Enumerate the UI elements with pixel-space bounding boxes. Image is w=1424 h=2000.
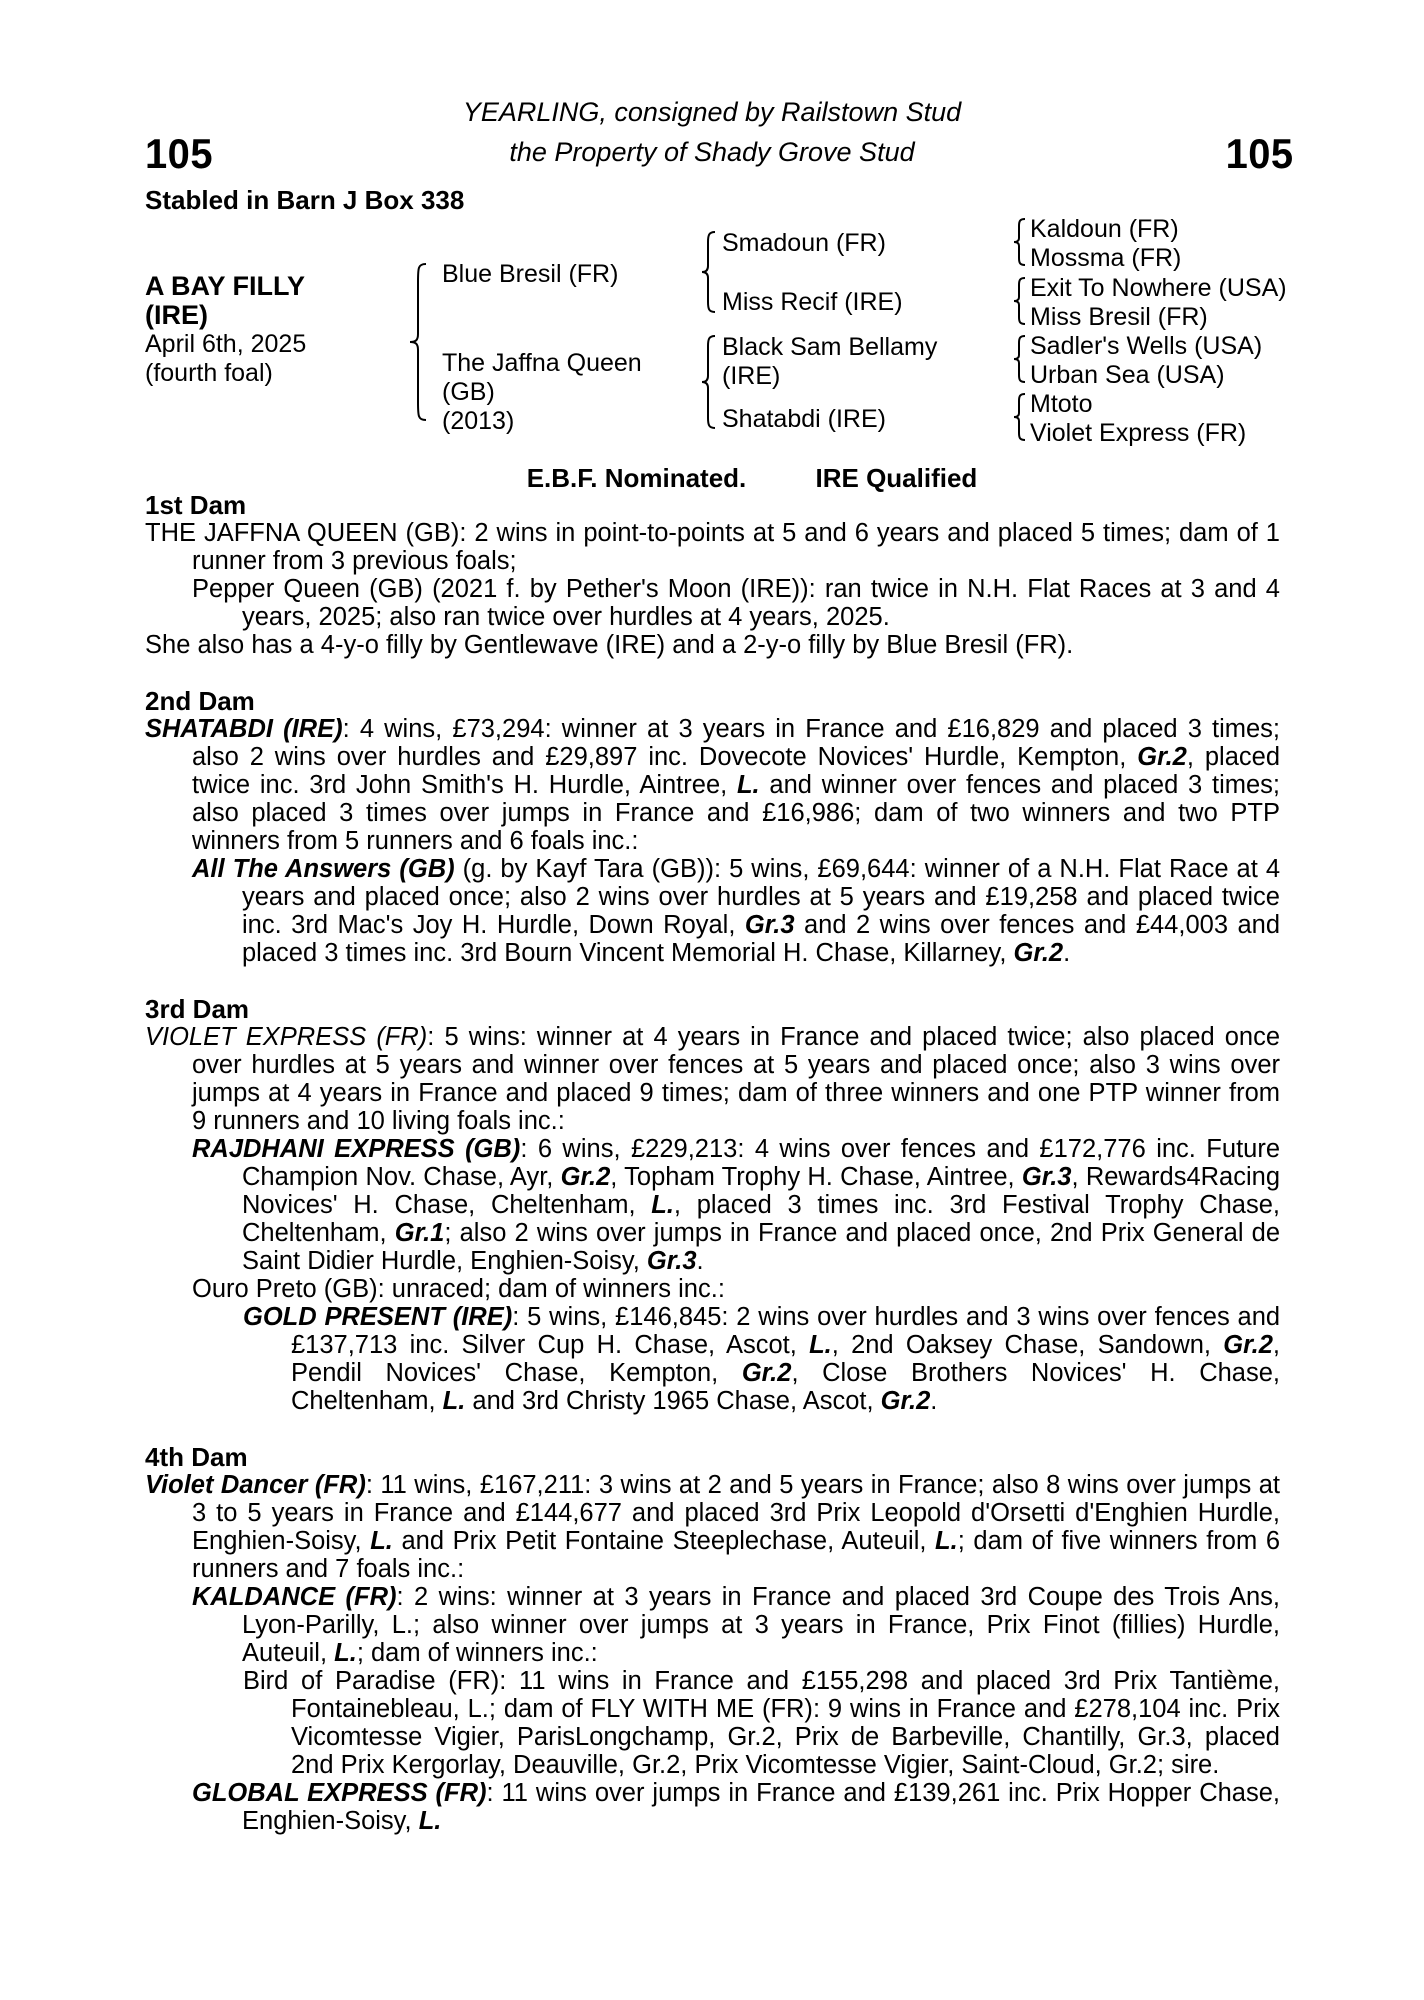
emphasis-text: 2 wins	[514, 1219, 588, 1247]
body-text: , 2nd Oaksey Chase, Sandown,	[831, 1331, 1224, 1359]
emphasis-text: 3 wins	[1145, 1051, 1221, 1079]
body-text: of a N.H. Flat Race at 4 years and placed once; also	[242, 855, 1281, 911]
body-text: at 4 years in France and placed twice; also placed once over hurdles at 5 years and	[192, 1023, 1281, 1079]
gg-violet-express: Violet Express (FR)	[1030, 419, 1247, 447]
produce-record	[145, 1135, 1280, 1275]
emphasis-text: winners	[583, 1275, 672, 1303]
body-text: ; sire.	[1156, 1751, 1220, 1779]
dam-sire-country: (IRE)	[722, 362, 781, 390]
emphasis-text: FLY WITH ME (FR)	[590, 1695, 813, 1723]
emphasis-text: Gr.3	[1137, 1723, 1186, 1751]
emphasis-text: five winners	[1061, 1527, 1198, 1555]
emphasis-text: winner	[924, 855, 1000, 883]
horse-country: (IRE)	[145, 300, 208, 330]
body-text: at 3 years in France and placed 3rd Coupe des Trois Ans, Lyon-Parilly,	[242, 1583, 1281, 1639]
body-text: , placed twice inc. 3rd John Smith's H. Hurdle, Aintree,	[192, 743, 1280, 799]
emphasis-text: L.	[442, 1387, 466, 1415]
pedigree-brace-gg4	[1012, 392, 1028, 442]
emphasis-text: Gr.2	[1013, 939, 1064, 967]
body-text: :	[427, 1023, 445, 1051]
horse-description	[145, 272, 306, 388]
sire-dam: Miss Recif (IRE)	[722, 288, 903, 316]
pedigree-brace-sire	[700, 230, 720, 314]
produce-record	[145, 1667, 1280, 1779]
pedigree-brace-gg3	[1012, 334, 1028, 384]
consignor-line: YEARLING, consigned by Railstown Stud	[462, 97, 962, 127]
section-title: 1st Dam	[145, 490, 247, 520]
emphasis-text: 2 wins	[856, 911, 931, 939]
body-text: :	[365, 1471, 381, 1499]
emphasis-text: 3 wins	[1016, 1303, 1090, 1331]
dam-record	[145, 715, 1280, 855]
stabling-info: Stabled in Barn J Box 338	[145, 185, 465, 215]
body-text: inc.:	[671, 1275, 725, 1303]
emphasis-text: two winners	[970, 799, 1111, 827]
dam-sire	[722, 333, 937, 391]
emphasis-text: All The Answers (GB)	[192, 855, 455, 883]
emphasis-text: 6 wins	[537, 1135, 614, 1163]
body-text: ; also	[413, 1611, 492, 1639]
emphasis-text: Violet Dancer (FR)	[145, 1471, 366, 1499]
dam-name	[442, 349, 642, 436]
gg-exit-to-nowhere: Exit To Nowhere (USA)	[1030, 274, 1287, 302]
section-title: 3rd Dam	[145, 994, 250, 1024]
gg-kaldoun: Kaldoun (FR)	[1030, 215, 1179, 243]
emphasis-text: L.	[391, 1611, 414, 1639]
emphasis-text: KALDANCE (FR)	[192, 1583, 397, 1611]
body-text: and Prix Petit Fontaine Steeplechase, Auteuil,	[392, 1527, 936, 1555]
emphasis-text: Gr.3	[646, 1247, 697, 1275]
produce-record	[145, 1779, 1280, 1835]
emphasis-text: winner	[523, 1051, 600, 1079]
emphasis-text: winner	[821, 771, 897, 799]
body-text: over jumps at 3 years in France, Prix Finot (fillies) Hurdle, Auteuil,	[242, 1611, 1280, 1667]
dam-dam: Shatabdi (IRE)	[722, 405, 886, 433]
emphasis-text: 11 wins	[380, 1471, 466, 1499]
body-text: Ouro Preto (GB): unraced; dam of	[192, 1275, 584, 1303]
property-line: the Property of Shady Grove Stud	[509, 137, 915, 167]
emphasis-text: Gr.2	[560, 1163, 611, 1191]
body-text: , placed 3 times inc. 3rd Festival Trophy Chase, Cheltenham,	[242, 1191, 1281, 1247]
body-text: , Topham Trophy H. Chase, Aintree,	[610, 1163, 1022, 1191]
body-text: , Rewards4Racing Novices' H. Chase, Cheltenham,	[242, 1163, 1280, 1219]
emphasis-text: L.	[370, 1527, 393, 1555]
emphasis-text: 2 wins	[575, 883, 650, 911]
emphasis-text: RAJDHANI EXPRESS (GB)	[192, 1135, 521, 1163]
emphasis-text: winner	[491, 1611, 567, 1639]
body-text: over jumps at 3 to 5 years in France and £144,677 and placed 3rd Prix Leopold d'Orsetti d'Enghien Hurdle, Enghien-Soisy,	[192, 1471, 1281, 1555]
emphasis-text: L.	[809, 1331, 832, 1359]
body-text: at 2 and 5 years in France; also	[671, 1471, 1047, 1499]
emphasis-text: winner	[507, 1583, 583, 1611]
body-text: , £229,213:	[613, 1135, 755, 1163]
dam-record: THE JAFFNA QUEEN (GB): 2 wins in point-to-points at 5 and 6 years and placed 5 times; dam of 1 runner from 3 previous foals;	[145, 519, 1280, 575]
emphasis-text: 2 wins	[736, 1303, 810, 1331]
section-3rd-dam	[145, 995, 1280, 1415]
dam-record	[145, 1023, 1280, 1135]
emphasis-text: Gr.3	[744, 911, 795, 939]
body-text: :	[519, 1023, 537, 1051]
sire-sire: Smadoun (FR)	[722, 229, 886, 257]
emphasis-text: 11 wins	[519, 1667, 610, 1695]
body-text: inc.:	[543, 1639, 598, 1667]
emphasis-text: 5 wins	[527, 1303, 601, 1331]
dam-name-line1: The Jaffna Queen	[442, 349, 642, 377]
foal-note: (fourth foal)	[145, 359, 273, 387]
body-text: , Prix Vicomtesse Vigier, Saint-Cloud,	[680, 1751, 1109, 1779]
body-text: ; dam of	[356, 1639, 457, 1667]
body-text: (g. by Kayf Tara (GB)):	[454, 855, 730, 883]
ire-qualified: IRE Qualified	[815, 463, 978, 493]
sire-name: Blue Bresil (FR)	[442, 260, 619, 288]
body-text: :	[512, 1303, 528, 1331]
produce-record: Pepper Queen (GB) (2021 f. by Pether's Moon (IRE)): ran twice in N.H. Flat Races at 3 and 4 years, 2025; also ran twice over hurdles at 4 years, 2025.	[192, 575, 1280, 631]
body-text: , £146,845:	[600, 1303, 737, 1331]
body-text: over jumps at 4 years in France and placed 9 times; dam of	[192, 1051, 1280, 1107]
emphasis-text: Gr.2	[741, 1359, 792, 1387]
produce-record	[145, 1275, 1280, 1303]
lot-number-right: 105	[1226, 130, 1294, 177]
body-text: , £69,644:	[802, 855, 925, 883]
emphasis-text: Gr.2	[1108, 1751, 1157, 1779]
emphasis-text: Gr.3	[1021, 1163, 1072, 1191]
emphasis-text: 4 wins	[359, 715, 436, 743]
body-text: :	[396, 1583, 414, 1611]
pedigree-brace-dam	[700, 334, 720, 430]
body-text: over fences and £172,776 inc. Future Champion Nov. Chase, Ayr,	[242, 1135, 1281, 1191]
body-text: and two PTP winners from 5 runners and 6 foals inc.:	[192, 799, 1281, 855]
body-text: , £167,211:	[465, 1471, 599, 1499]
pedigree-brace-gg2	[1012, 276, 1028, 326]
emphasis-text: L.	[418, 1807, 442, 1835]
dam-year: (2013)	[442, 407, 515, 435]
body-text: :	[520, 1135, 538, 1163]
emphasis-text: Gr.2	[1137, 743, 1187, 771]
body-text: from 6 runners and 7 foals inc.:	[192, 1527, 1280, 1583]
foaling-date: April 6th, 2025	[145, 330, 307, 358]
body-text: , Close Brothers Novices' H. Chase, Cheltenham,	[291, 1359, 1280, 1415]
emphasis-text: L.	[935, 1527, 958, 1555]
emphasis-text: winner	[561, 715, 637, 743]
body-text: ; also	[444, 1219, 515, 1247]
emphasis-text: 8 wins	[1046, 1471, 1119, 1499]
produce-record	[145, 855, 1280, 967]
emphasis-text: Gr.2	[1223, 1331, 1273, 1359]
body-text: ; dam of	[957, 1527, 1062, 1555]
ebf-nominated: E.B.F. Nominated.	[526, 463, 747, 493]
pedigree-brace-gg1	[1012, 217, 1028, 267]
body-text: , Pendil Novices' Chase, Kempton,	[291, 1331, 1280, 1387]
body-text: .	[930, 1387, 938, 1415]
body-text: over fences at 5 years and placed once; also	[599, 1051, 1146, 1079]
body-text: in France and £155,298 and placed 3rd Prix Tantième, Fontainebleau,	[291, 1667, 1280, 1723]
body-text: over fences and placed 3 times; also placed 3 times over jumps in France and £16,986; dam of	[192, 771, 1280, 827]
body-text: , £73,294:	[435, 715, 562, 743]
body-text: and one PTP winner from 9 runners and 10 living foals inc.:	[192, 1079, 1281, 1135]
body-text: .	[696, 1247, 704, 1275]
emphasis-text: 2 wins	[249, 743, 326, 771]
body-text: , placed 2nd Prix Kergorlay, Deauville,	[291, 1723, 1280, 1779]
body-text: .	[1063, 939, 1071, 967]
body-text: at 3 years in France and £16,829 and placed 3 times; also	[192, 715, 1281, 771]
body-text: and	[759, 771, 822, 799]
gg-sadlers-wells: Sadler's Wells (USA)	[1030, 332, 1263, 360]
emphasis-text: VIOLET EXPRESS (FR)	[145, 1023, 428, 1051]
dam-sire-line1: Black Sam Bellamy	[722, 333, 938, 361]
body-text: , Prix de Barbeville, Chantilly,	[775, 1723, 1138, 1751]
body-text: over fences and £44,003 and placed 3 times inc. 3rd Bourn Vincent Memorial H. Chase, Killarney,	[242, 911, 1281, 967]
catalogue-pages	[145, 491, 1280, 1835]
body-text: over jumps in France and placed once, 2nd Prix General de Saint Didier Hurdle, Enghien-Soisy,	[242, 1219, 1280, 1275]
body-text: :	[342, 715, 360, 743]
emphasis-text: Gr.2	[632, 1751, 681, 1779]
emphasis-text: 11 wins	[501, 1779, 587, 1807]
emphasis-text: Gr.2	[727, 1723, 776, 1751]
body-text: and	[794, 911, 857, 939]
emphasis-text: Gr.1	[394, 1219, 445, 1247]
dam-country: (GB)	[442, 378, 495, 406]
emphasis-text: GOLD PRESENT (IRE)	[243, 1303, 513, 1331]
pedigree-brace-main	[408, 262, 432, 422]
emphasis-text: 9 wins	[827, 1695, 901, 1723]
section-4th-dam	[145, 1443, 1280, 1835]
body-text: :	[499, 1667, 520, 1695]
emphasis-text: SHATABDI (IRE)	[145, 715, 343, 743]
emphasis-text: 2 wins	[414, 1583, 490, 1611]
emphasis-text: 5 wins	[444, 1023, 520, 1051]
produce-record	[145, 1583, 1280, 1667]
gg-urban-sea: Urban Sea (USA)	[1030, 361, 1225, 389]
emphasis-text: L.	[467, 1695, 489, 1723]
emphasis-text: three winners	[825, 1079, 980, 1107]
gg-mossma: Mossma (FR)	[1030, 244, 1182, 272]
horse-name: A BAY FILLY	[145, 271, 306, 301]
emphasis-text: 5 wins	[729, 855, 803, 883]
body-text: ; dam of	[488, 1695, 591, 1723]
section-2nd-dam	[145, 687, 1280, 967]
emphasis-text: L.	[334, 1639, 357, 1667]
body-text: :	[486, 1779, 502, 1807]
emphasis-text: winners	[456, 1639, 544, 1667]
body-text: over hurdles and	[809, 1303, 1017, 1331]
gg-miss-bresil: Miss Bresil (FR)	[1030, 303, 1208, 331]
section-title: 4th Dam	[145, 1442, 248, 1472]
produce-record	[145, 1303, 1280, 1415]
section-1st-dam	[145, 491, 1280, 659]
body-text: over hurdles and £29,897 inc. Dovecote Novices' Hurdle, Kempton,	[325, 743, 1138, 771]
lot-number-left: 105	[145, 130, 213, 177]
emphasis-text: 4 wins	[754, 1135, 831, 1163]
body-text: over hurdles at 5 years and £19,258 and placed twice inc. 3rd Mac's Joy H. Hurdle, Down Royal,	[242, 883, 1280, 939]
body-text: in France and £278,104 inc. Prix Vicomtesse Vigier, ParisLongchamp,	[291, 1695, 1280, 1751]
emphasis-text: Bird of Paradise (FR)	[243, 1667, 500, 1695]
body-text: over fences and £137,713 inc. Silver Cup H. Chase, Ascot,	[291, 1303, 1281, 1359]
emphasis-text: GLOBAL EXPRESS (FR)	[192, 1779, 487, 1807]
body-text: over jumps in France and £139,261 inc. Prix Hopper Chase, Enghien-Soisy,	[242, 1779, 1280, 1835]
dam-record	[145, 1471, 1280, 1583]
emphasis-text: Gr.2	[880, 1387, 931, 1415]
body-text: and 3rd Christy 1965 Chase, Ascot,	[465, 1387, 881, 1415]
gg-mtoto: Mtoto	[1030, 390, 1093, 418]
emphasis-text: L.	[736, 771, 760, 799]
produce-note: She also has a 4-y-o filly by Gentlewave (IRE) and a 2-y-o filly by Blue Bresil (FR).	[145, 631, 1074, 659]
body-text: :	[489, 1583, 508, 1611]
section-title: 2nd Dam	[145, 686, 255, 716]
emphasis-text: L.	[651, 1191, 674, 1219]
body-text: :	[812, 1695, 828, 1723]
emphasis-text: winner	[536, 1023, 613, 1051]
emphasis-text: 3 wins	[598, 1471, 672, 1499]
